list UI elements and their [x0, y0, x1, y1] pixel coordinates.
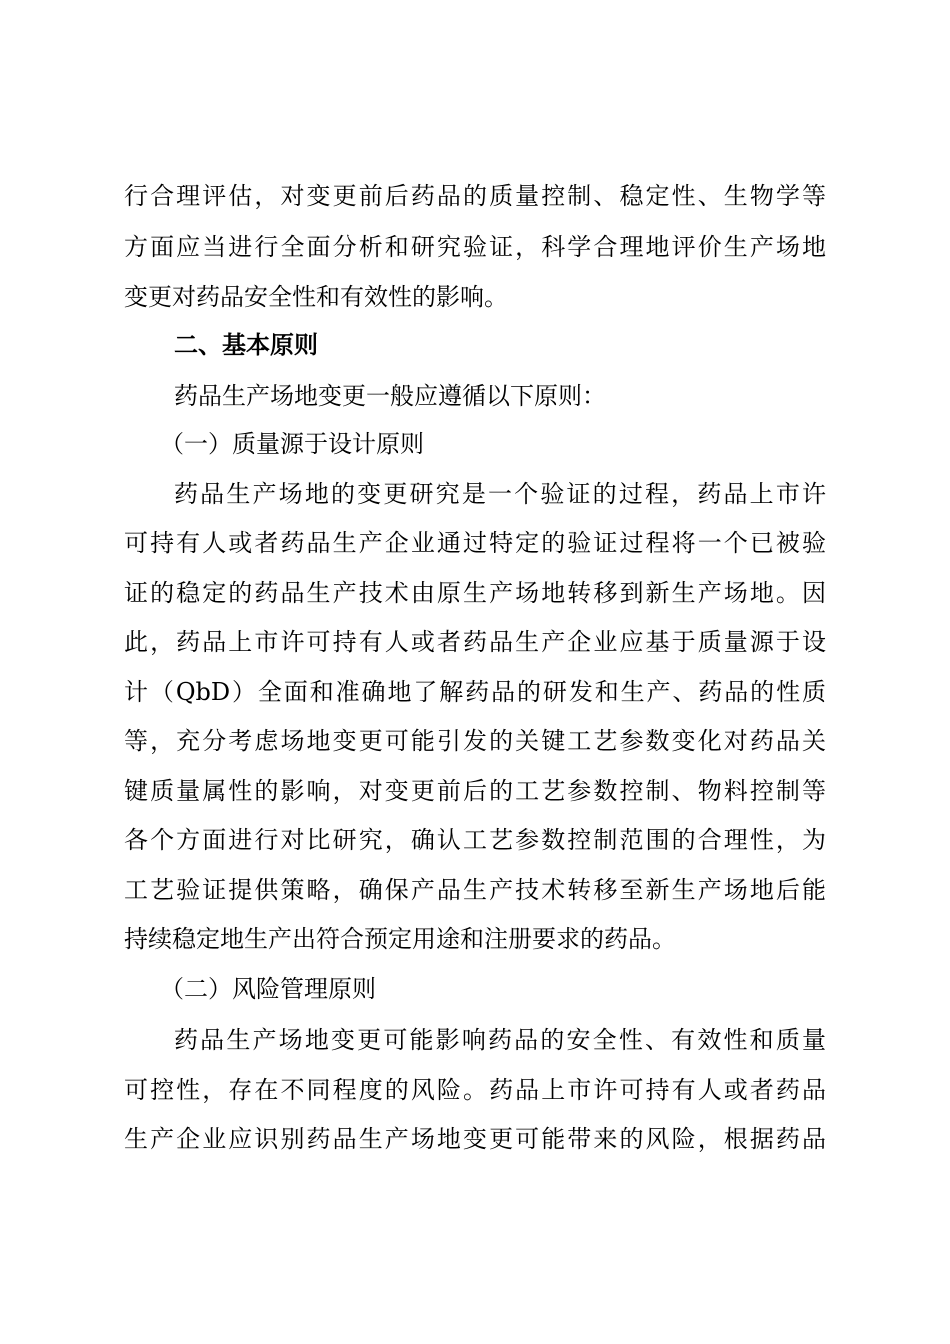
paragraph-line: 键质量属性的影响，对变更前后的工艺参数控制、物料控制等: [124, 777, 826, 805]
paragraph-line: 药品生产场地的变更研究是一个验证的过程，药品上市许: [174, 480, 826, 508]
paragraph-line: 证的稳定的药品生产技术由原生产场地转移到新生产场地。因: [124, 579, 826, 607]
paragraph-line: 方面应当进行全面分析和研究验证，科学合理地评价生产场地: [124, 233, 826, 261]
paragraph-line: 行合理评估，对变更前后药品的质量控制、稳定性、生物学等: [124, 182, 826, 210]
paragraph-line: 计（QbD）全面和准确地了解药品的研发和生产、药品的性质: [124, 678, 826, 706]
paragraph-line: 工艺验证提供策略，确保产品生产技术转移至新生产场地后能: [124, 876, 826, 904]
subsection-heading: （一）质量源于设计原则: [160, 430, 424, 458]
paragraph-line: 生产企业应识别药品生产场地变更可能带来的风险，根据药品: [124, 1125, 826, 1153]
paragraph-line: 可控性，存在不同程度的风险。药品上市许可持有人或者药品: [124, 1076, 826, 1104]
intro-text: 药品生产场地变更一般应遵循以下原则：: [174, 382, 606, 410]
paragraph-line: 可持有人或者药品生产企业通过特定的验证过程将一个已被验: [124, 529, 826, 557]
paragraph-line: 变更对药品安全性和有效性的影响。: [124, 283, 508, 311]
paragraph-line: 等，充分考虑场地变更可能引发的关键工艺参数变化对药品关: [124, 727, 826, 755]
paragraph-line: 药品生产场地变更可能影响药品的安全性、有效性和质量: [174, 1026, 826, 1054]
subsection-heading: （二）风险管理原则: [160, 975, 376, 1003]
paragraph-line: 此，药品上市许可持有人或者药品生产企业应基于质量源于设: [124, 628, 826, 656]
paragraph-line: 各个方面进行对比研究，确认工艺参数控制范围的合理性，为: [124, 826, 826, 854]
section-heading: 二、基本原则: [174, 331, 318, 359]
paragraph-line: 持续稳定地生产出符合预定用途和注册要求的药品。: [124, 925, 676, 953]
